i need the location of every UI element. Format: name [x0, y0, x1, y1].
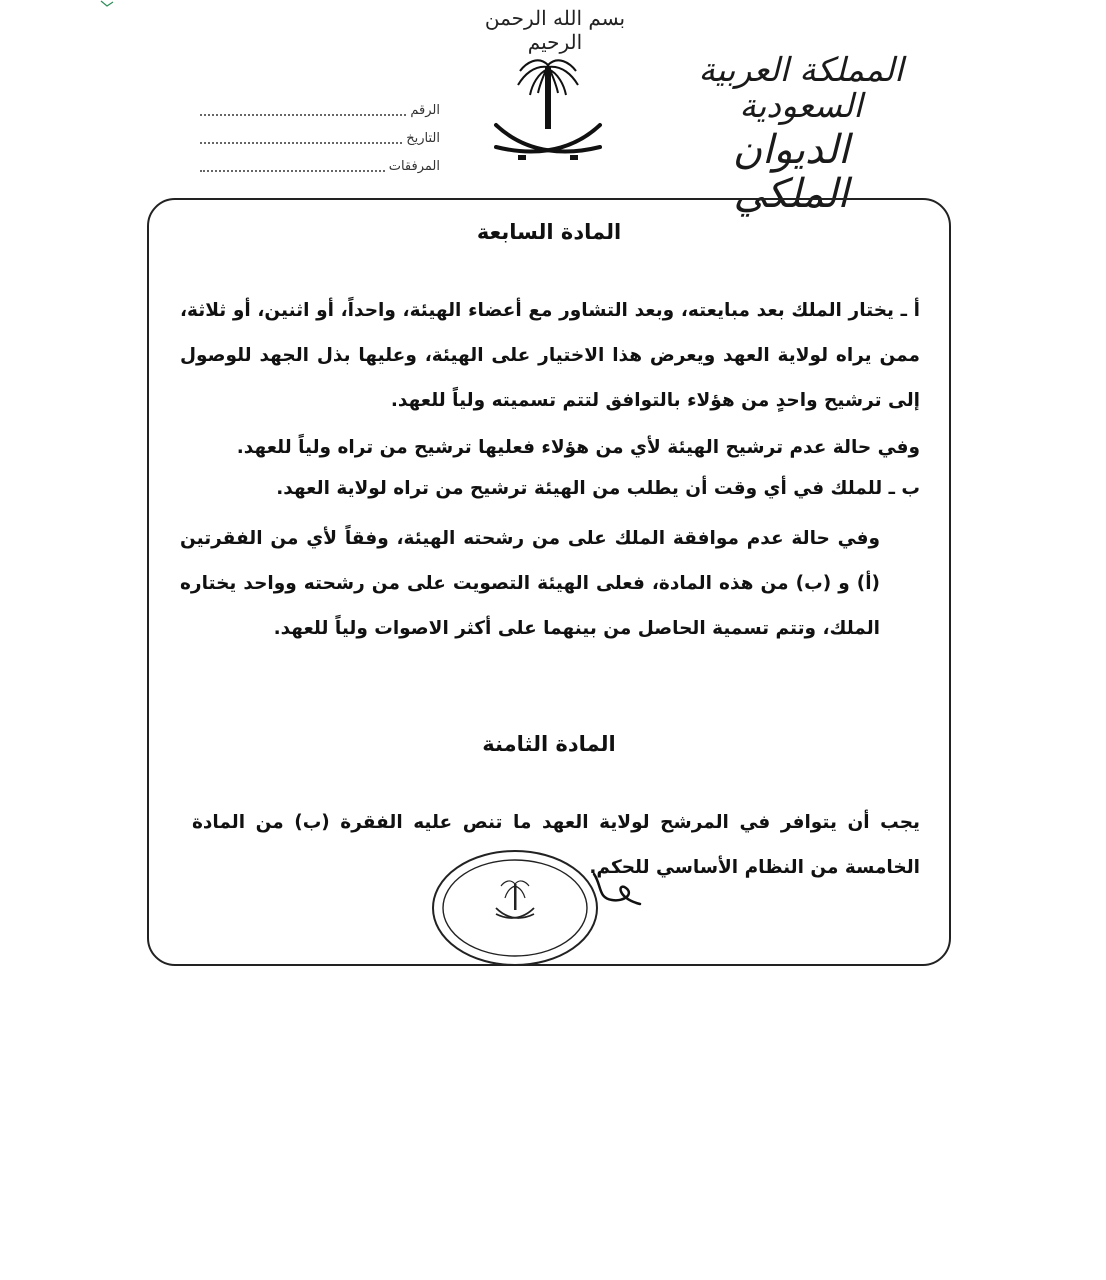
article-7-paragraph-b: ب ـ للملك في أي وقت أن يطلب من الهيئة ترشيح من تراه لولاية العهد.	[276, 478, 920, 499]
corner-mark-icon	[100, 0, 114, 8]
royal-court-seal-icon	[430, 848, 600, 968]
ref-number-line	[200, 104, 406, 116]
article-8-paragraph: يجب أن يتوافر في المرشح لولاية العهد ما تنص عليه الفقرة (ب) من المادة الخامسة من النظام الأساسي للحكم.	[192, 812, 920, 878]
ref-attachments-row	[200, 152, 440, 180]
kingdom-name: المملكة العربية السعودية	[698, 50, 904, 126]
article-7-paragraph-b-continued: وفي حالة عدم موافقة الملك على من رشحته الهيئة، وفقاً لأي من الفقرتين (أ) و (ب) من هذه المادة، فعلى الهيئة التصويت على من رشحته وواحد يختاره الملك، وتتم تسمية الحاصل من بينهما على أكثر الاصوات ولياً للعهد.	[180, 528, 880, 639]
basmala: بسم الله الرحمن الرحيم	[484, 6, 626, 54]
article-7-paragraph-a: أ ـ يختار الملك بعد مبايعته، وبعد التشاور مع أعضاء الهيئة، واحداً، أو اثنين، أو ثلاثة، ممن يراه لولاية العهد ويعرض هذا الاختيار على الهيئة، وعليها بذل الجهد للوصول إلى ترشيح واحدٍ من هؤلاء بالتوافق لتتم تسميته ولياً للعهد.	[180, 300, 920, 411]
article-8-heading: المادة الثامنة	[482, 732, 616, 756]
ref-date-line	[200, 132, 402, 144]
ref-date-row	[200, 124, 440, 152]
palm-and-swords-emblem-icon	[488, 55, 608, 170]
signature-icon	[590, 868, 650, 908]
article-7-heading: المادة السابعة	[476, 220, 622, 244]
reference-fields	[200, 96, 440, 180]
ref-attachments-line	[200, 160, 385, 172]
ref-attachments-label: المرفقات	[388, 158, 440, 174]
ref-number-row	[200, 96, 440, 124]
royal-court-name: الديوان الملكي	[732, 127, 850, 217]
ref-number-label: الرقم	[410, 102, 440, 118]
article-7-paragraph-a-continued: وفي حالة عدم ترشيح الهيئة لأي من هؤلاء فعليها ترشيح من تراه ولياً للعهد.	[236, 437, 920, 458]
ref-date-label: التاريخ	[406, 130, 440, 146]
